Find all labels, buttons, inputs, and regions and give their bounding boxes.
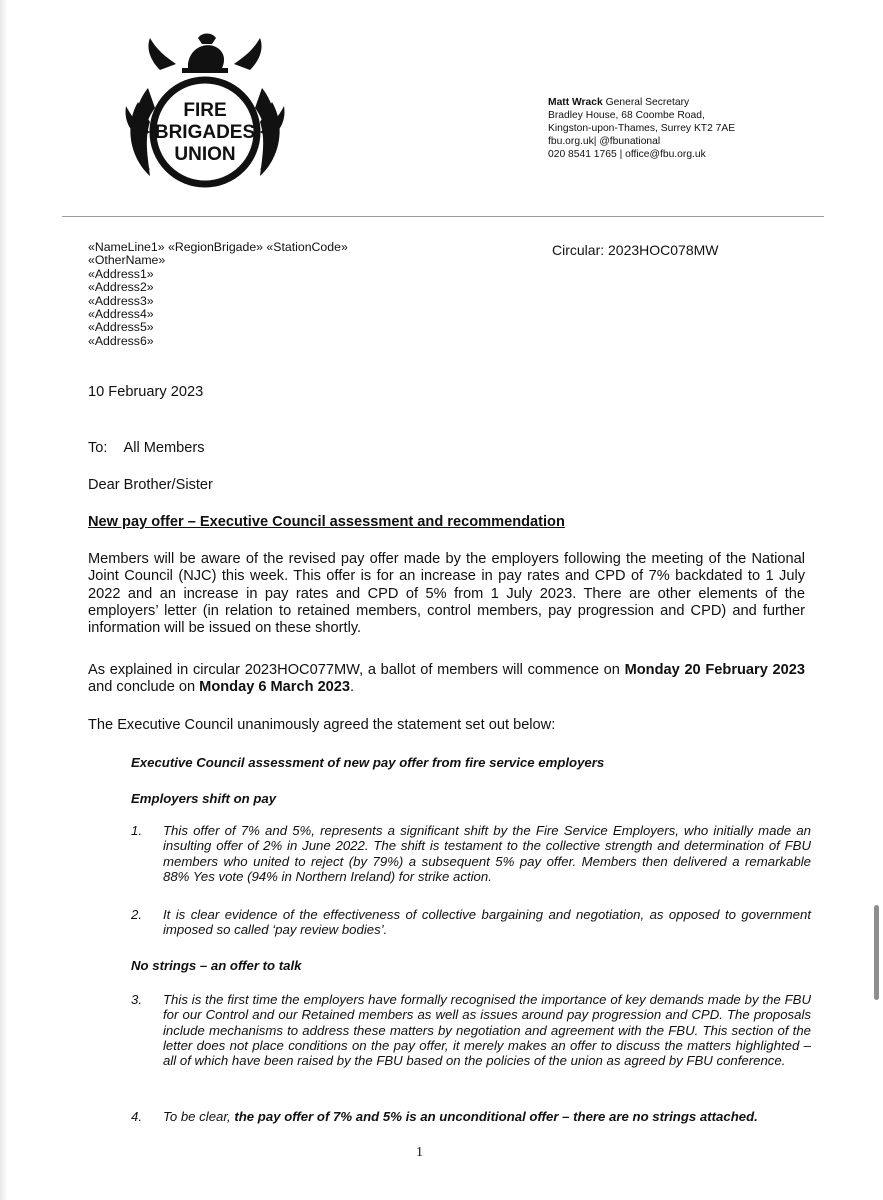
paragraph-2-text: . [350, 679, 355, 696]
letter-title: New pay offer – Executive Council assessment and recommendation [88, 514, 565, 530]
page-shadow [0, 0, 8, 1200]
header-divider [62, 216, 824, 217]
to-line [88, 440, 205, 457]
logo-line-fire: FIRE [183, 100, 227, 121]
scrollbar-thumb[interactable] [874, 905, 879, 1000]
paragraph-3: The Executive Council unanimously agreed the statement set out below: [88, 717, 556, 733]
web-line: fbu.org.uk| @fbunational [548, 136, 661, 147]
to-label: To: [88, 440, 108, 456]
item-text: This offer of 7% and 5%, represents a significant shift by the Fire Service Employers, who initially made an insulting offer of 2% in June 2022. The shift is testament to the collective strength and determination of FBU members who united to reject (by 79%) a subsequent 5% pay offer. Members then delivered a remarkable 88% Yes vote (94% in Northern Ireland) for strike action. [163, 823, 811, 884]
merge-field-line: «Address5» [88, 320, 154, 335]
ballot-start-date: Monday 20 February 2023 [624, 662, 805, 678]
merge-field-line: «Address6» [88, 333, 154, 348]
paragraph-1: Members will be aware of the revised pay offer made by the employers following the meeting of the National Joint Council (NJC) this week. This offer is for an increase in pay rates and CPD of 7% backdated to 1 July 2022 and an increase in pay rates and CPD of 5% from 1 July 2023. There are other elements of the employers’ letter (in relation to retained members, control members, pay progression and CPD) and further information will be issued on these shortly. [88, 551, 805, 637]
item-number: 1. [131, 823, 142, 838]
paragraph-2-text: and conclude on [88, 679, 200, 696]
letter-date: 10 February 2023 [88, 384, 204, 400]
circular-reference: Circular: 2023HOC078MW [552, 242, 719, 258]
item-number: 2. [131, 907, 142, 922]
page-number: 1 [416, 1145, 423, 1160]
sender-line [548, 96, 735, 109]
fbu-logo [120, 30, 290, 200]
to-value: All Members [123, 440, 205, 456]
letterhead-contact [548, 96, 735, 161]
contact-line: 020 8541 1765 | office@fbu.org.uk [548, 149, 706, 160]
address-line-1: Bradley House, 68 Coombe Road, [548, 110, 705, 121]
merge-field-line: «Address1» [88, 266, 154, 281]
sender-name: Matt Wrack [548, 97, 603, 108]
item-number: 3. [131, 992, 142, 1007]
paragraph-2-text: As explained in circular 2023HOC077MW, a ballot of members will commence on [88, 662, 625, 678]
sender-role: General Secretary [605, 97, 690, 108]
merge-field-line: «NameLine1» «RegionBrigade» «StationCode» [88, 240, 348, 254]
merge-field-line: «Address4» [88, 307, 154, 322]
item-text: It is clear evidence of the effectiveness of collective bargaining and negotiation, as opposed to government imposed so called ‘pay review bodies’. [163, 907, 811, 938]
merge-field-line: «Address2» [88, 280, 154, 295]
section-heading-employers-shift: Employers shift on pay [131, 791, 277, 806]
statement-heading: Executive Council assessment of new pay offer from fire service employers [131, 755, 605, 770]
address-line-2: Kingston-upon-Thames, Surrey KT2 7AE [548, 123, 736, 134]
item-text [163, 1109, 811, 1124]
merge-field-line: «Address3» [88, 293, 154, 308]
recipient-address [88, 241, 348, 348]
item-number: 4. [131, 1109, 142, 1124]
item-emphasis: the pay offer of 7% and 5% is an unconditional offer – there are no strings attached. [234, 1109, 758, 1124]
paragraph-2 [88, 662, 805, 697]
ballot-end-date: Monday 6 March 2023 [199, 679, 351, 696]
salutation: Dear Brother/Sister [88, 477, 213, 493]
logo-line-union: UNION [174, 144, 236, 165]
section-heading-no-strings: No strings – an offer to talk [131, 958, 302, 973]
item-text: This is the first time the employers have formally recognised the importance of key demands made by the FBU for our Control and our Retained members as well as issues around pay progression and CPD. The proposals include mechanisms to address these matters by negotiation and agreement with the FBU. This section of the letter does not place conditions on the pay offer, it merely makes an offer to discuss the matters highlighted – all of which have been raised by the FBU based on the policies of the union as agreed by FBU conference. [163, 992, 811, 1069]
logo-line-brigades: BRIGADES [154, 122, 256, 143]
merge-field-line: «OtherName» [88, 253, 166, 268]
item-text-part: To be clear, [163, 1109, 235, 1124]
